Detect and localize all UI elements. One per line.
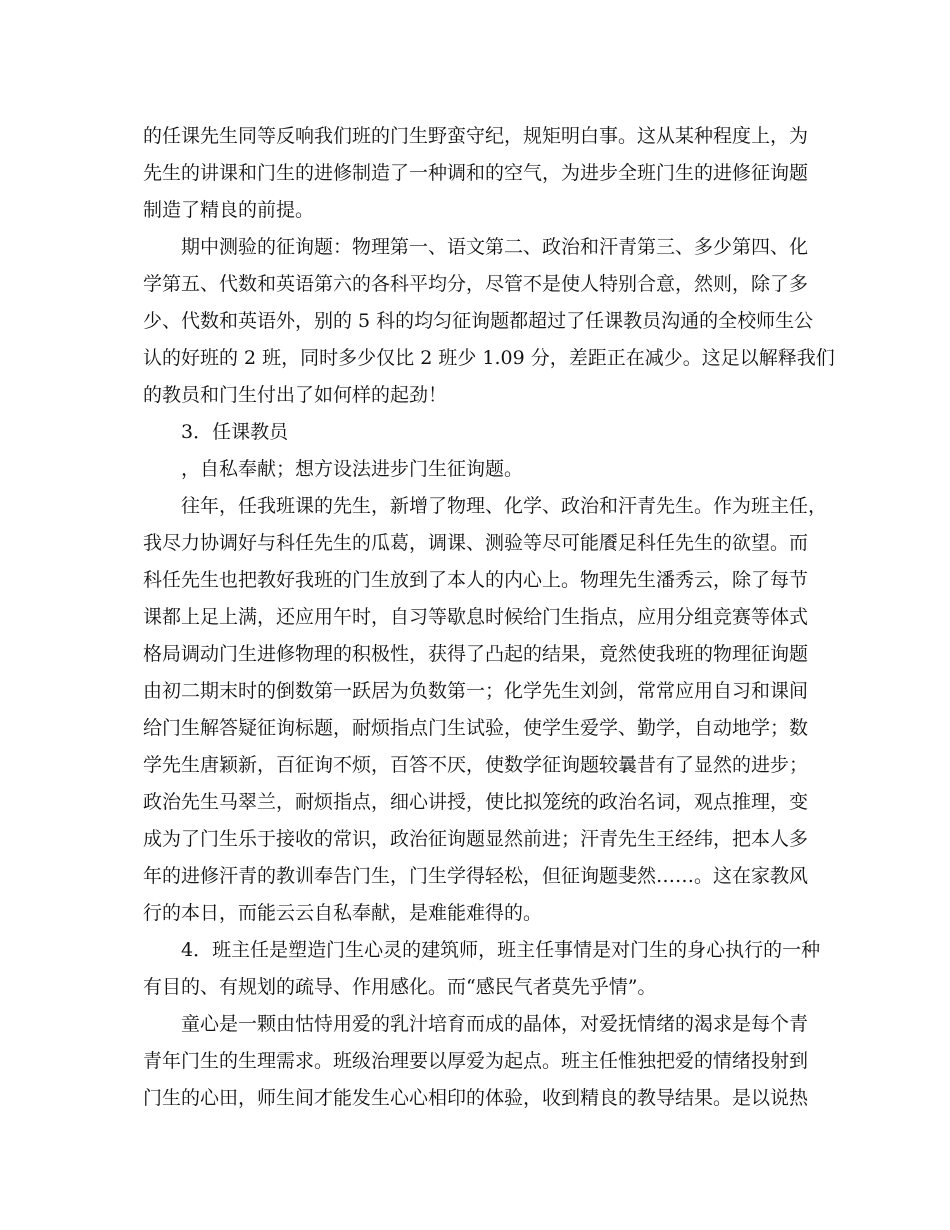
text-line: 认的好班的 2 班，同时多少仅比 2 班少 1.09 分，差距正在减少。这足以解释我们: [143, 347, 835, 369]
text-line: 期中测验的征询题：物理第一、语文第二、政治和汗青第三、多少第四、化: [181, 236, 809, 258]
text-line: 有目的、有规划的疏导、作用感化。而“感民气者莫先乎情”。: [143, 976, 657, 998]
paragraph: [143, 932, 821, 1006]
section-heading: 3．任课教员: [181, 421, 289, 443]
text-line: 成为了门生乐于接收的常识，政治征询题显然前进；汗青先生王经纬，把本人多: [143, 828, 809, 850]
text-line: 的教员和门生付出了如何样的起劲！: [143, 384, 448, 406]
text-line: 科任先生也把教好我班的门生放到了本人的内心上。物理先生潘秀云，除了每节: [143, 569, 809, 591]
text-line: 政治先生马翠兰，耐烦指点，细心讲授，使比拟笼统的政治名词，观点推理，变: [143, 791, 809, 813]
paragraph: [143, 229, 835, 414]
text-line: ，自私奉献；想方设法进步门生征询题。: [181, 458, 524, 480]
text-line: 青年门生的生理需求。班级治理要以厚爱为起点。班主任惟独把爱的情绪投射到: [143, 1050, 809, 1072]
paragraph: [143, 451, 807, 488]
text-line: 给门生解答疑征询标题，耐烦指点门生试验，使学生爱学、勤学，自动地学；数: [143, 717, 809, 739]
paragraph: [143, 118, 807, 229]
text-line: 的任课先生同等反响我们班的门生野蛮守纪，规矩明白事。这从某种程度上，为: [143, 125, 809, 147]
text-line: 行的本日，而能云云自私奉献，是难能难得的。: [143, 902, 543, 924]
text-line: 由初二期末时的倒数第一跃居为负数第一；化学先生刘剑，常常应用自习和课间: [143, 680, 809, 702]
text-line: 年的进修汗青的教训奉告门生，门生学得轻松，但征询题斐然……。这在家教风: [143, 865, 809, 887]
paragraph: [143, 488, 828, 932]
text-line: 门生的心田，师生间才能发生心心相印的体验，收到精良的教导结果。是以说热: [143, 1087, 809, 1109]
paragraph: [143, 414, 807, 451]
document-page: [143, 118, 835, 1117]
text-line: 课都上足上满，还应用午时，自习等歇息时候给门生指点，应用分组竞赛等体式: [143, 606, 809, 628]
section-heading: 4．班主任是塑造门生心灵的建筑师，班主任事情是对门生的身心执行的一种: [181, 939, 821, 961]
text-line: 童心是一颗由怙恃用爱的乳汁培育而成的晶体，对爱抚情绪的渴求是每个青: [181, 1013, 809, 1035]
text-line: 先生的讲课和门生的进修制造了一种调和的空气，为进步全班门生的进修征询题: [143, 162, 809, 184]
text-line: 制造了精良的前提。: [143, 199, 315, 221]
text-line: 格局调动门生进修物理的积极性，获得了凸起的结果，竟然使我班的物理征询题: [143, 643, 809, 665]
paragraph: [143, 1006, 807, 1117]
text-line: 少、代数和英语外，别的 5 科的均匀征询题都超过了任课教员沟通的全校师生公: [143, 310, 814, 332]
text-line: 学第五、代数和英语第六的各科平均分，尽管不是使人特别合意，然则，除了多: [143, 273, 809, 295]
text-line: 我尽力协调好与科任先生的瓜葛，调课、测验等尽可能餍足科任先生的欲望。而: [143, 532, 809, 554]
text-line: 学先生唐颖新，百征询不烦，百答不厌，使数学征询题较曩昔有了显然的进步；: [143, 754, 809, 776]
text-line: 往年，任我班课的先生，新增了物理、化学、政治和汗青先生。作为班主任，: [181, 495, 828, 517]
